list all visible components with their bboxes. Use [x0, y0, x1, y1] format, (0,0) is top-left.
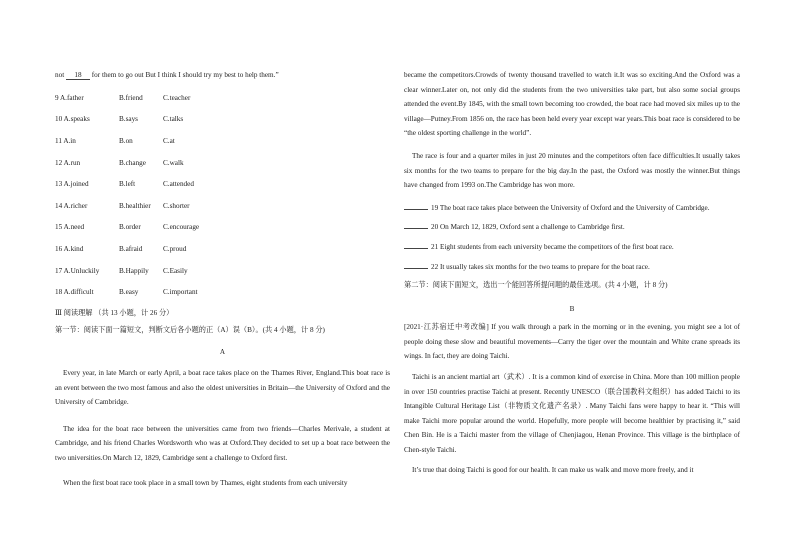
- answer-blank[interactable]: [404, 220, 428, 229]
- option-c: C.teacher: [163, 93, 191, 102]
- right-column: [404, 68, 740, 478]
- option-b: B.on: [119, 136, 133, 145]
- option-b: B.Happily: [119, 266, 149, 275]
- passage-b-paragraph-3: It’s true that doing Taichi is good for our health. It can make us walk and move more freely, and it: [412, 466, 694, 475]
- option-a: 14 A.richer: [55, 201, 88, 210]
- option-b: B.easy: [119, 288, 139, 297]
- option-b: B.friend: [119, 93, 143, 102]
- passage-a-paragraph-2: The idea for the boat race between the universities came from two friends—Charles Merivale, a student at Cambridge, and his friend Charles Wordsworth who was at Oxford.They decided to set up a boat race between the two universities.On March 12, 1829, Cambridge sent a challenge to Oxford first.: [55, 424, 390, 462]
- text-fragment: for them to go out But I think I should try my best to help them.”: [91, 71, 279, 79]
- passage-a-paragraph-1: Every year, in late March or early April, a boat race takes place on the Thames River, England.This boat race is an event between the two most famous and also the oldest universities in Britain—the University of Oxford and the University of Cambridge.: [55, 368, 390, 407]
- option-row: [55, 238, 390, 260]
- option-a: 18 A.difficult: [55, 288, 94, 297]
- option-c: C.attended: [163, 180, 194, 189]
- option-row: [55, 130, 390, 152]
- blank-18: 18: [66, 70, 90, 80]
- question-20: [404, 220, 740, 235]
- option-row: [55, 260, 390, 282]
- option-a: 9 A.father: [55, 93, 84, 102]
- option-row: [55, 173, 390, 195]
- passage-letter-b: B: [569, 305, 575, 314]
- option-c: C.shorter: [163, 201, 190, 210]
- section-title: Ⅲ 阅读理解 （共 13 小题，计 26 分）: [55, 308, 174, 317]
- answer-blank[interactable]: [404, 240, 428, 249]
- part1-title: 第一节：阅读下面一篇短文，判断文后各小题的正（A）误（B）。(共 4 小题，计 8 分): [55, 325, 325, 334]
- question-text: 22 It usually takes six months for the two teams to prepare for the boat race.: [431, 262, 650, 271]
- options-list: [55, 87, 390, 303]
- option-a: 12 A.run: [55, 158, 81, 167]
- option-row: [55, 87, 390, 109]
- answer-blank[interactable]: [404, 201, 428, 210]
- passage-a-paragraph-3: When the first boat race took place in a small town by Thames, eight students from each university: [63, 478, 348, 487]
- option-c: C.encourage: [163, 223, 200, 232]
- option-c: C.Easily: [163, 266, 188, 275]
- left-column: [55, 68, 390, 490]
- text-fragment: not: [55, 71, 65, 79]
- question-22: [404, 260, 740, 275]
- question-text: 19 The boat race takes place between the University of Oxford and the University of Cambridge.: [431, 203, 710, 212]
- option-c: C.talks: [163, 115, 184, 124]
- option-b: B.healthier: [119, 201, 151, 210]
- answer-blank[interactable]: [404, 260, 428, 269]
- option-a: 15 A.need: [55, 223, 85, 232]
- option-row: [55, 109, 390, 131]
- option-b: B.order: [119, 223, 141, 232]
- part2-title: 第二节：阅读下面短文，选出一个能回答所提问题的最佳选项。(共 4 小题，计 8 分): [404, 281, 668, 290]
- option-b: B.says: [119, 115, 138, 124]
- option-c: C.walk: [163, 158, 184, 167]
- option-a: 16 A.kind: [55, 244, 84, 253]
- question-21: [404, 240, 740, 255]
- question-text: 21 Eight students from each university became the competitors of the first boat race.: [431, 242, 674, 251]
- option-row: [55, 217, 390, 239]
- option-b: B.change: [119, 158, 146, 167]
- option-c: C.proud: [163, 244, 187, 253]
- option-a: 11 A.in: [55, 136, 76, 145]
- option-a: 10 A.speaks: [55, 115, 90, 124]
- question-text: 20 On March 12, 1829, Oxford sent a challenge to Cambridge first.: [431, 223, 625, 232]
- passage-a-paragraph-3-cont: became the competitors.Crowds of twenty thousand travelled to watch it.It was so exciting.And the Oxford was a clear winner.Later on, not only did the students from the two universities take part, but also some social groups attended the event.By 1845, with the small town becoming too crowded, the boat race had moved six miles up to the village—Putney.From 1856 on, the race has been held every year except war years.This boat race is considered to be “the oldest sporting challenge in the world”.: [404, 71, 740, 138]
- passage-letter-a: A: [219, 347, 226, 356]
- option-row: [55, 152, 390, 174]
- option-c: C.at: [163, 136, 175, 145]
- option-b: B.left: [119, 180, 136, 189]
- passage-a-paragraph-4: The race is four and a quarter miles in just 20 minutes and the competitors often face difficulties.It usually takes six months for the two teams to prepare for the big day.In the past, the Oxford was mostly the winner.But things have changed from 1993 on.The Cambridge has won more.: [404, 151, 740, 190]
- option-a: 17 A.Unluckily: [55, 266, 100, 275]
- option-row: [55, 195, 390, 217]
- option-a: 13 A.joined: [55, 180, 89, 189]
- passage-b-paragraph-2: Taichi is an ancient martial art（武术）. It is a common kind of exercise in China. More than 100 million people in over 150 countries practise Taichi at present. Recently UNESCO（联合国教科文组织）has added Taichi to its Intangible Cultural Heritage List（非物质文化遗产名录）. Many Taichi fans were happy to hear it. “This will make Taichi more popular around the world. Hopefully, more people will become healthier by practising it,” said Chen Bin. He is a Taichi master from the village of Chenjiagou, Henan Province. This village is the birthplace of Chen-style Taichi.: [404, 372, 740, 454]
- option-b: B.afraid: [119, 244, 143, 253]
- cloze-last-line: [55, 70, 390, 81]
- option-row: [55, 281, 390, 303]
- passage-b-paragraph-1: [2021·江苏宿迁中考改编] If you walk through a park in the morning or in the evening, you might see a lot of people doing these slow and beautiful movements—Carry the tiger over the mountain and White crane spreads its wings. In fact, they are doing Taichi.: [404, 323, 740, 361]
- question-19: [404, 201, 740, 216]
- option-c: C.important: [163, 288, 198, 297]
